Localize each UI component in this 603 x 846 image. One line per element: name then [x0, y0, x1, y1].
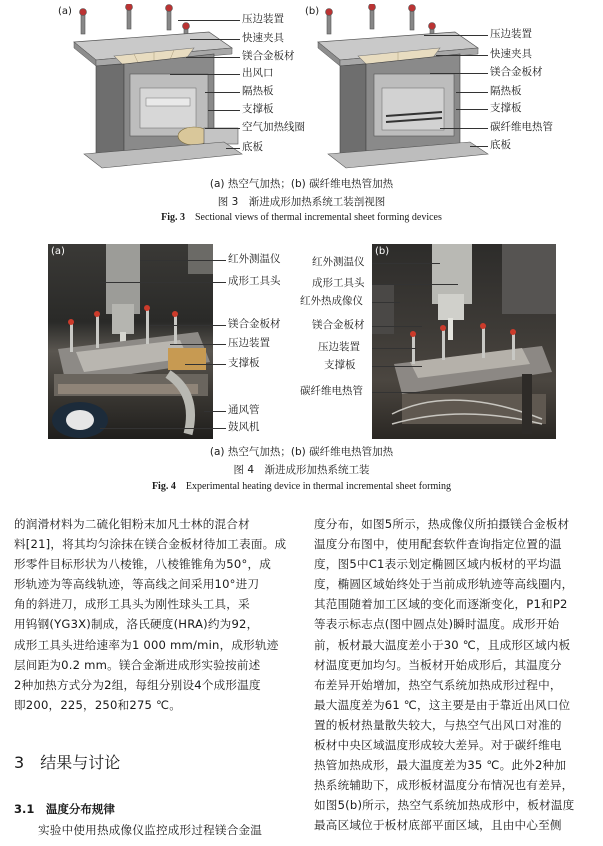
left-column-text	[14, 514, 299, 715]
fig3a-label: 底板	[242, 141, 263, 153]
fig4a-label: 镁合金板材	[228, 318, 281, 330]
paragraph-line: 实验中使用热成像仪监控成形过程镁合金温	[38, 823, 263, 837]
fig3a-label: 压边装置	[242, 13, 284, 25]
fig4a-photo	[48, 244, 213, 439]
paragraph-line: 即200，225，250和275 ℃。	[14, 697, 181, 712]
paragraph-line: 度，图5中C1表示划定椭圆区域内板材的平均温	[314, 557, 562, 572]
paragraph-line: 热管加热成形，最大温度差为35 ℃。此外2种加	[314, 758, 567, 773]
fig3a-device-drawing	[64, 4, 244, 172]
fig3a-label: 镁合金板材	[242, 50, 295, 62]
paragraph-line: 用钨钢(YG3X)制成，洛氏硬度(HRA)约为92，	[14, 617, 259, 632]
fig4-panel-b-label: (b)	[375, 246, 390, 257]
fig3-panel-b-label: (b)	[305, 6, 320, 17]
fig4b-label: 支撑板	[324, 359, 356, 371]
fig4b-label: 红外热成像仪	[300, 295, 363, 307]
section-number: 3	[14, 753, 25, 772]
paragraph-line: 料[21]，将其均匀涂抹在镁合金板材待加工表面。成	[14, 537, 287, 552]
fig4-subcaption: (a) 热空气加热；(b) 碳纤维电热管加热	[209, 446, 394, 458]
fig3b-label: 压边装置	[490, 28, 532, 40]
fig4a-label: 鼓风机	[228, 421, 260, 433]
fig4a-label: 成形工具头	[228, 275, 281, 287]
section-heading	[14, 750, 120, 773]
section-title: 结果与讨论	[40, 753, 121, 772]
paragraph-line: 热系统辅助下，成形板材温度分布情况也有差异，	[314, 778, 574, 793]
fig4b-label: 红外测温仪	[312, 256, 365, 268]
paragraph-line: 板材中央区域温度形成较大差异。对于碳纤维电	[314, 738, 562, 753]
fig3-caption-en-text: Sectional views of thermal incremental sheet forming devices	[195, 212, 442, 223]
paragraph-line: 形轨迹为等高线轨迹，等高线之间采用10°进刀	[14, 577, 260, 592]
paragraph-line: 角的斜进刀，成形工具头为刚性球头工具，采	[14, 597, 250, 612]
fig3b-label: 碳纤维电热管	[490, 121, 553, 133]
fig3b-device-drawing	[310, 4, 490, 172]
fig3a-label: 隔热板	[242, 85, 274, 97]
fig4a-label: 红外测温仪	[228, 253, 281, 265]
paragraph-line: 材温度更加均匀。当板材开始成形后，其温度分	[314, 657, 562, 672]
paragraph-line: 温度分布图中，使用配套软件查询指定位置的温	[314, 537, 562, 552]
fig4-caption-en-text: Experimental heating device in thermal incremental sheet forming	[185, 481, 452, 492]
fig3b-label: 快速夹具	[490, 48, 532, 60]
fig3-caption-cn: 图 3 渐进成形加热系统工装剖视图	[217, 196, 386, 208]
fig4-caption-en-label: Fig. 4	[151, 481, 176, 492]
subsection-heading	[14, 801, 115, 817]
fig4b-label: 镁合金板材	[312, 319, 365, 331]
paragraph-line: 布差异开始增加，热空气系统加热成形过程中，	[314, 677, 562, 692]
fig3-subcaption: (a) 热空气加热；(b) 碳纤维电热管加热	[209, 178, 394, 190]
fig4-panel-a-label: (a)	[51, 246, 65, 257]
paragraph-line: 前，板材最大温度差小于30 ℃，且成形区域内板	[314, 637, 571, 652]
paragraph-line: 度，椭圆区域始终处于当前成形轨迹等高线圈内，	[314, 577, 574, 592]
subsection-number: 3.1	[14, 802, 35, 816]
fig4-caption-en	[0, 481, 603, 492]
paragraph-line: 等表示标志点(图中圆点处)瞬时温度。成形开始	[314, 617, 560, 632]
fig3-caption-en-label: Fig. 3	[161, 212, 185, 223]
fig3a-label: 出风口	[242, 67, 274, 79]
fig3a-label: 空气加热线圈	[242, 121, 305, 133]
fig4a-label: 通风管	[228, 404, 260, 416]
paragraph-line: 度分布，如图5所示，热成像仪所拍摄镁合金板材	[314, 517, 570, 531]
paragraph-line: 2种加热方式分为2组，每组分别设4个成形温度	[14, 677, 261, 692]
fig4-caption-cn: 图 4 渐进成形加热系统工装	[233, 464, 370, 476]
left-column-last-line	[38, 820, 298, 840]
subsection-title: 温度分布规律	[45, 802, 115, 816]
fig3b-label: 镁合金板材	[490, 66, 543, 78]
fig3-panel-a-label: (a)	[58, 6, 72, 17]
paragraph-line: 其范围随着加工区域的变化而逐渐变化，P1和P2	[314, 597, 568, 612]
paragraph-line: 如图5(b)所示，热空气系统加热成形中，板材温度	[314, 798, 575, 813]
fig3b-label: 支撑板	[490, 102, 522, 114]
fig4a-label: 压边装置	[228, 337, 270, 349]
fig4b-label: 碳纤维电热管	[300, 385, 363, 397]
fig3b-label: 隔热板	[490, 85, 522, 97]
fig3-caption-en	[0, 212, 603, 223]
fig3a-label: 快速夹具	[242, 32, 284, 44]
fig4a-label: 支撑板	[228, 357, 260, 369]
fig3b-label: 底板	[490, 139, 511, 151]
fig3a-label: 支撑板	[242, 103, 274, 115]
paragraph-line: 最大温度差为61 ℃，这主要是由于靠近出风口位	[314, 697, 571, 712]
paragraph-line: 最高区域位于板材底部平面区域，且由中心至侧	[314, 818, 562, 833]
paragraph-line: 置的板材热量散失较大，与热空气出风口对准的	[314, 717, 562, 732]
paragraph-line: 形零件目标形状为八棱锥，八棱锥锥角为50°，成	[14, 557, 272, 572]
paragraph-line: 的润滑材料为二硫化钼粉末加凡士林的混合材	[14, 517, 250, 531]
right-column-text	[314, 514, 600, 836]
fig4b-photo	[372, 244, 556, 439]
fig4b-label: 成形工具头	[312, 277, 365, 289]
paragraph-line: 成形工具头进给速率为1 000 mm/min，成形轨迹	[14, 637, 279, 652]
paragraph-line: 层间距为0.2 mm。镁合金渐进成形实验按前述	[14, 657, 261, 672]
fig4b-label: 压边装置	[318, 341, 360, 353]
